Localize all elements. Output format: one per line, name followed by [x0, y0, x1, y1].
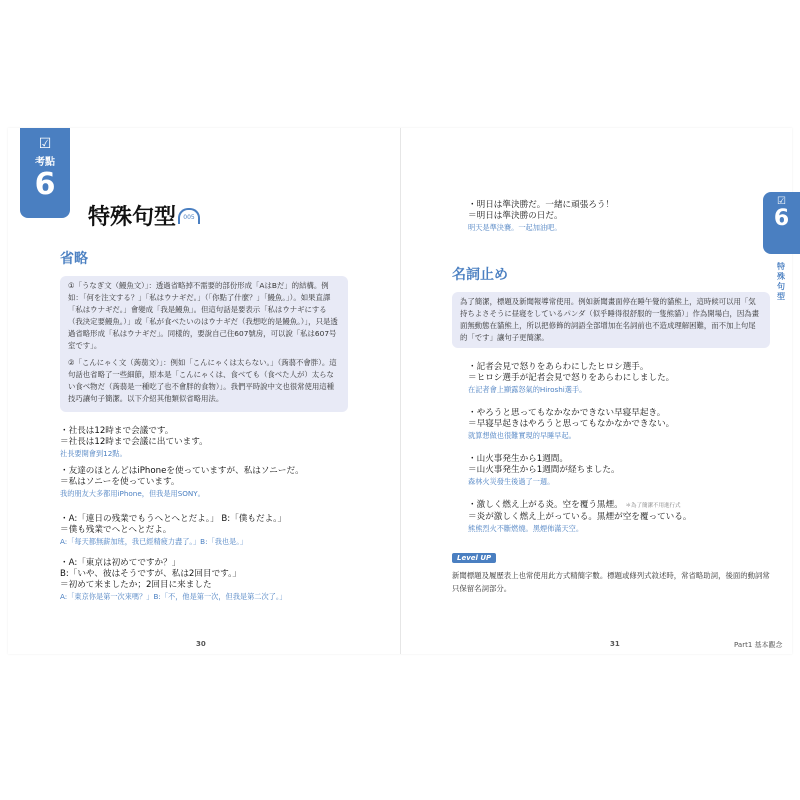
example-item	[60, 558, 287, 602]
example-jp: ・記者会見で怒りをあらわにしたヒロシ選手。	[468, 362, 649, 372]
example-item	[468, 362, 674, 395]
book-spine	[400, 128, 401, 654]
explanation-paragraph: ①「うなぎ文（鰻魚文）」：透過省略掉不需要的部份形成「AはBだ」的結構。例如：「何を注文する？」「私はウナギだ。」（「你點了什麼？」「鰻魚。」）。如果直譯「私はウナギだ。」會變成「我是鰻魚」。但這句話是要表示「私はウナギにする（我決定要鰻魚。）」或「私が食べたいのはウナギだ（我想吃的是鰻魚。）」，只是透過省略形成「私はウナギだ」。同樣的，要說自己住607號房，可以說「私は607号室です」。	[68, 281, 338, 350]
lesson-tab-right	[763, 192, 800, 254]
explanation-paragraph: ②「こんにゃく文（蒟蒻文）」：例如「こんにゃくは太らない。」（蒟蒻不會胖）。這句話也省略了一些細節，原本是「こんにゃくは、食べても（食べた人が）太らない食べ物だ（蒟蒻是一種吃了也不會胖的食物）」。我們平時說中文也很常使用這種技巧讓句子簡潔。以下介紹其他類似省略用法。	[68, 358, 337, 403]
example-jp: ＝社長は12時まで会議に出ています。	[60, 437, 208, 447]
example-jp: ・やろうと思ってもなかなかできない早寝早起き。	[468, 408, 666, 418]
example-item	[468, 500, 691, 534]
example-jp: ＝ヒロシ選手が記者会見で怒りをあらわにしました。	[468, 373, 675, 383]
example-item	[468, 408, 674, 441]
example-zh: 熊熊烈火不斷燃燒。黑煙佈滿天空。	[468, 524, 584, 533]
example-jp	[468, 500, 691, 512]
example-item	[468, 200, 614, 233]
page-number-left: 30	[196, 640, 206, 648]
section-heading-omission: 省略	[60, 251, 88, 267]
example-jp: ＝初めて来ましたか；2回目に来ました	[60, 580, 212, 590]
lesson-tab-label: 考點	[35, 157, 55, 168]
example-zh: A:「東京你是第一次來嗎？」B:「不，他是第一次，但我是第二次了。」	[60, 592, 287, 601]
checkbox-icon: ☑	[38, 136, 52, 152]
explanation-box-left	[60, 276, 348, 412]
example-item	[60, 514, 286, 547]
example-jp: ＝山火事発生から1週間が経ちました。	[468, 465, 620, 475]
example-zh: 明天是準決賽。一起加油吧。	[468, 223, 562, 232]
checkbox-icon: ☑	[777, 196, 786, 207]
explanation-paragraph: 為了簡潔，標題及新聞報導常使用。例如新聞畫面停在睡午覺的貓熊上，這時候可以用「気持ちよさそうに昼寝をしているパンダ（似乎睡得很舒服的一隻熊貓）」作為開場白，因為畫面無動態在貓熊上，所以把修飾的詞語全部增加在名詞前也不造成理解困難，而不加上句尾的「です」讓句子更簡潔。	[460, 297, 760, 342]
lesson-tab-left	[20, 128, 70, 218]
example-item	[60, 426, 208, 459]
level-up-badge: Level UP	[452, 553, 496, 563]
example-jp-text: ・激しく燃え上がる炎。空を覆う黒煙。	[468, 500, 623, 510]
example-jp: ・A:「東京は初めてですか？」	[60, 558, 181, 568]
example-jp: ・A:「連日の残業でもうへとへとだよ。」 B:「僕もだよ。」	[60, 514, 287, 524]
example-zh: 我的朋友大多都用iPhone，但我是用SONY。	[60, 489, 205, 498]
example-jp: ＝僕も残業でへとへとだよ。	[60, 525, 172, 535]
page-title: 特殊句型	[88, 205, 177, 230]
example-jp: ・山火事発生から1週間。	[468, 454, 568, 464]
example-jp: ・明日は準決勝だ。一緒に頑張ろう！	[468, 200, 615, 210]
example-jp: ・社長は12時まで会議です。	[60, 426, 174, 436]
example-zh: 就算想做也很難實現的早睡早起。	[468, 431, 576, 440]
lesson-tab-number: 6	[773, 206, 790, 231]
example-item	[60, 466, 304, 499]
vertical-section-label: 特殊句型	[777, 262, 785, 301]
section-heading-noun-ending: 名詞止め	[452, 267, 508, 283]
example-zh: 在記者會上顯露怒氣的Hiroshi選手。	[468, 385, 587, 394]
headphone-icon: 005	[178, 208, 200, 224]
example-item	[468, 454, 620, 487]
example-jp: ＝炎が激しく燃え上がっている。黒煙が空を覆っている。	[468, 512, 692, 522]
example-jp: B:「いや、彼はそうですが、私は2回目です。」	[60, 569, 241, 579]
explanation-box-right	[452, 292, 770, 348]
example-zh: 社長要開會到12點。	[60, 449, 127, 458]
lesson-tab-number: 6	[34, 167, 56, 202]
example-jp: ＝私はソニーを使っています。	[60, 477, 180, 487]
example-zh: A:「每天都無薪加班，我已經精疲力盡了。」B:「我也是。」	[60, 537, 248, 546]
part-label: Part1 基本觀念	[734, 641, 783, 649]
example-jp: ・友達のほとんどはiPhoneを使っていますが、私はソニーだ。	[60, 466, 304, 476]
example-jp: ＝明日は準決勝の日だ。	[468, 211, 563, 221]
example-note: ＊為了簡潔不用進行式	[625, 503, 681, 509]
example-zh: 森林火災發生後過了一週。	[468, 477, 555, 486]
page-number-right: 31	[610, 640, 620, 648]
level-up-text: 新聞標題及履歷表上也常使用此方式精簡字數。標題或條列式敘述時，常省略助詞，後面的動詞常只保留名詞部分。	[452, 571, 770, 593]
example-jp: ＝早寝早起きはやろうと思ってもなかなかできない。	[468, 419, 675, 429]
